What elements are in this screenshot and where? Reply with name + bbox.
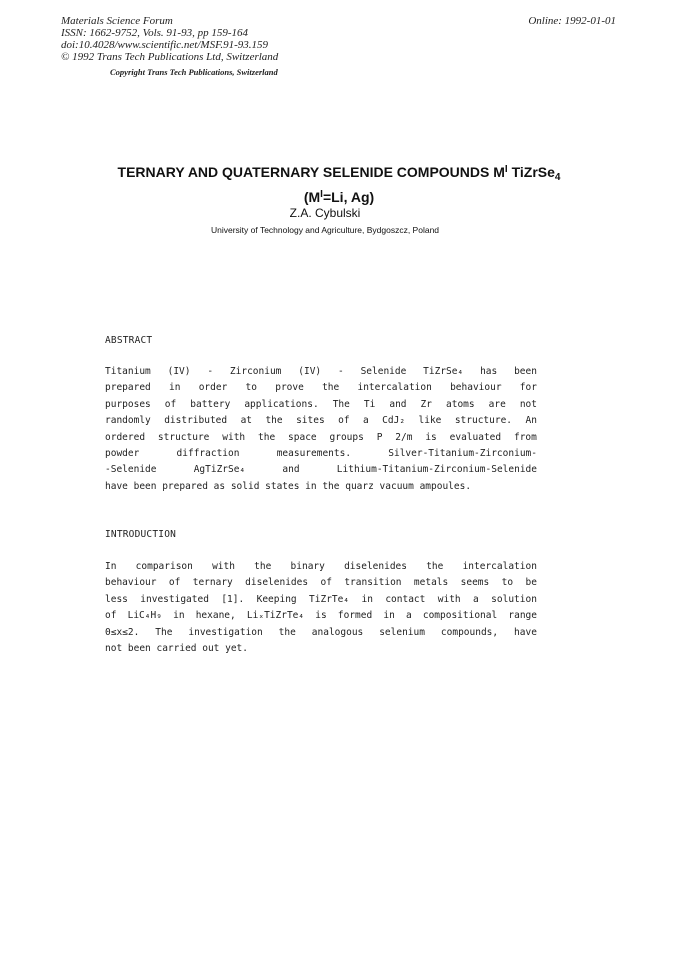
title-line-1 <box>0 161 678 186</box>
word: selenium <box>379 626 425 638</box>
text-line <box>105 430 537 446</box>
text-line <box>105 462 537 478</box>
word: is <box>425 431 437 443</box>
word: (IV) <box>298 366 322 377</box>
journal-name: Materials Science Forum <box>61 15 173 27</box>
word: comparison <box>135 561 193 572</box>
word: the <box>265 415 283 427</box>
word: has <box>480 366 498 377</box>
text-line <box>105 592 537 608</box>
word: are <box>488 398 506 410</box>
author-name: Z.A. Cybulski <box>289 206 361 220</box>
copyright-line: © 1992 Trans Tech Publications Ltd, Switzerland <box>61 51 279 63</box>
title-formula: TiZrSe <box>507 164 555 180</box>
word: the <box>426 561 444 572</box>
word: the <box>278 626 296 638</box>
word: of <box>105 610 117 622</box>
word: intercalation <box>462 561 537 572</box>
word: Ti <box>363 398 376 410</box>
title-superscript: I <box>320 189 323 200</box>
word: formed <box>337 610 373 622</box>
word: in <box>361 593 373 605</box>
word: with <box>222 431 246 443</box>
word: measurements. <box>276 447 352 459</box>
word: The <box>155 626 173 638</box>
text-line <box>105 364 537 380</box>
word: of <box>164 398 177 410</box>
word: range <box>508 610 537 622</box>
word: ordered <box>105 431 146 443</box>
word: from <box>513 431 537 443</box>
word: structure. <box>454 415 513 427</box>
word: with <box>212 561 235 572</box>
word: at <box>240 415 253 427</box>
word: Silver-Titanium-Zirconium- <box>388 447 537 459</box>
word: (IV) <box>167 366 191 377</box>
word: to <box>245 382 257 394</box>
word: [1]. <box>221 593 245 605</box>
word: diffraction <box>176 447 240 459</box>
word: binary <box>290 561 325 572</box>
word: in <box>169 382 181 394</box>
word: of <box>338 415 350 427</box>
author-affiliation: University of Technology and Agriculture, Bydgoszcz, Poland <box>210 225 440 235</box>
word: have been prepared as solid states in the quarz vacuum ampoules. <box>105 480 472 492</box>
introduction-heading: INTRODUCTION <box>105 529 177 540</box>
word: structure <box>157 431 210 443</box>
word: not been carried out yet. <box>105 642 248 654</box>
word: prove <box>275 382 304 394</box>
text-line <box>105 446 537 462</box>
word: have <box>514 626 537 638</box>
introduction-body <box>105 559 537 657</box>
word: compositional <box>422 610 498 622</box>
word: of <box>168 577 181 589</box>
word: powder <box>105 447 140 459</box>
word: diselenides <box>245 577 309 589</box>
word: purposes <box>105 398 151 410</box>
word: less <box>105 593 128 605</box>
word: groups <box>329 431 364 443</box>
text-line <box>105 413 537 429</box>
word: investigation <box>188 626 263 638</box>
title-superscript: I <box>504 164 508 175</box>
word: and <box>282 464 300 476</box>
word: prepared <box>105 382 151 394</box>
text-line <box>105 625 537 641</box>
word: the <box>322 382 340 394</box>
word: 2/m <box>395 431 413 443</box>
word: Zirconium <box>229 366 282 377</box>
word: -Selenide <box>105 464 157 476</box>
word: solution <box>491 593 537 605</box>
word: TiZrTe₄ <box>309 593 350 605</box>
title-subscript: 4 <box>554 172 561 183</box>
word: not <box>519 398 537 410</box>
word: battery <box>190 398 231 410</box>
issn-line: ISSN: 1662-9752, Vols. 91-93, pp 159-164 <box>61 27 248 39</box>
text-line <box>105 380 537 396</box>
word: ternary <box>192 577 233 589</box>
word: randomly <box>105 415 151 427</box>
text-line <box>105 397 537 413</box>
word: - <box>337 366 344 377</box>
word: the <box>254 561 272 572</box>
abstract-body <box>105 364 537 495</box>
title-text: (M <box>303 189 321 205</box>
word: in <box>173 610 185 622</box>
word: a <box>473 593 479 605</box>
word: LiC₄H₉ <box>127 610 162 622</box>
word: Lithium-Titanium-Zirconium-Selenide <box>336 464 537 476</box>
word: An <box>525 415 537 427</box>
word: CdJ₂ <box>382 415 406 427</box>
word: contact <box>385 593 426 605</box>
word: diselenides <box>344 561 407 572</box>
word: a <box>405 610 412 622</box>
word: AgTiZrSe₄ <box>193 464 246 476</box>
text-line <box>105 575 537 591</box>
word: been <box>514 366 537 377</box>
word: distributed <box>164 415 228 427</box>
word: be <box>525 577 537 589</box>
word: seems <box>460 577 490 589</box>
word: behaviour <box>450 382 502 394</box>
title-text: =Li, Ag) <box>322 189 375 205</box>
word: space <box>288 431 317 443</box>
journal-header <box>61 15 278 63</box>
scan-copyright-notice: Copyright Trans Tech Publications, Switzerland <box>110 67 278 77</box>
word: behaviour <box>105 577 157 589</box>
word: investigated <box>140 593 209 605</box>
title-text: TERNARY AND QUATERNARY SELENIDE COMPOUNDS M <box>117 164 505 180</box>
word: Titanium <box>105 366 151 377</box>
word: TiZrSe₄ <box>423 366 464 377</box>
word: the <box>258 431 276 443</box>
online-date: Online: 1992-01-01 <box>528 15 616 27</box>
word: to <box>501 577 514 589</box>
word: In <box>105 561 117 572</box>
word: Selenide <box>360 366 407 377</box>
word: order <box>198 382 228 394</box>
word: atoms <box>446 398 475 410</box>
word: transition <box>344 577 402 589</box>
word: 0≤x≤2. <box>105 626 140 638</box>
word: P <box>376 431 383 443</box>
word: sites <box>296 415 325 427</box>
abstract-heading: ABSTRACT <box>105 335 153 346</box>
word: for <box>519 382 537 394</box>
word: The <box>332 398 350 410</box>
text-line <box>105 641 537 657</box>
word: like <box>418 415 442 427</box>
word: metals <box>413 577 449 589</box>
word: applications. <box>244 398 319 410</box>
doi-line: doi:10.4028/www.scientific.net/MSF.91-93.159 <box>61 39 269 51</box>
word: is <box>315 610 327 622</box>
text-line <box>105 559 537 575</box>
word: and <box>389 398 407 410</box>
word: - <box>207 366 214 377</box>
word: LiₓTiZrTe₄ <box>246 610 305 622</box>
word: hexane, <box>195 610 236 622</box>
text-line <box>105 479 537 495</box>
paper-title <box>0 161 678 206</box>
word: of <box>320 577 332 589</box>
word: a <box>363 415 369 427</box>
text-line <box>105 608 537 624</box>
word: compounds, <box>440 626 499 638</box>
title-line-2 <box>0 186 678 206</box>
word: evaluated <box>449 431 502 443</box>
word: analogous <box>311 626 364 638</box>
word: in <box>383 610 395 622</box>
word: intercalation <box>357 382 432 394</box>
word: with <box>437 593 461 605</box>
word: Keeping <box>256 593 297 605</box>
word: Zr <box>420 398 432 410</box>
